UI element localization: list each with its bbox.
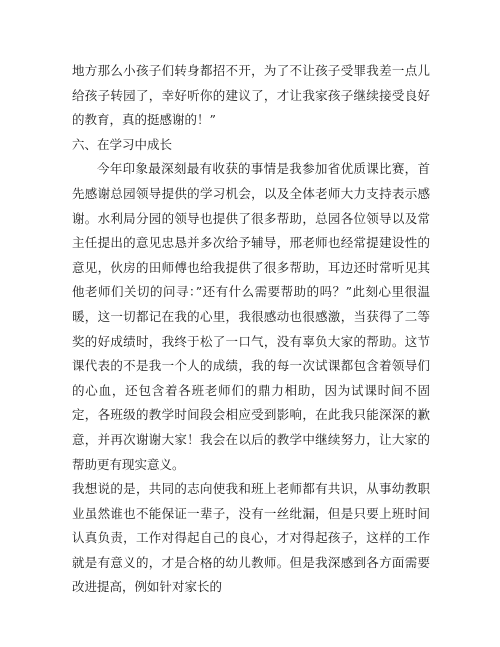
paragraph-competition: 今年印象最深刻最有收获的事情是我参加省优质课比赛，首先感谢总园领导提供的学习机会，以及全体老师大力支持表示感谢。水利局分园的领导也提供了很多帮助，总园各位领导以及常主任提出的意见忠恳并多次给予辅导，邢老师也经常提建设性的意见，伙房的田师傅也给我提供了很多帮助，耳边还时常听见其他老师们关切的问寻：”还有什么需要帮助的吗？”此刻心里很温暖，这一切都记在我的心里，我很感动也很感激，当获得了二等奖的好成绩时，我终于松了一口气，没有辜负大家的帮助。这节课代表的不是我一个人的成绩，我的每一次试课都包含着领导们的心血，还包含着各班老师们的鼎力相助，因为试课时间不固定，各班级的教学时间段会相应受到影响，在此我只能深深的歉意，并再次谢谢大家！我会在以后的教学中继续努力，让大家的帮助更有现实意义。 bbox=[72, 161, 430, 472]
paragraph-continuation: 地方那么小孩子们转身都招不开，为了不让孩子受罪我差一点儿给孩子转园了，幸好听你的建议了，才让我家孩子继续接受良好的教育，真的挺感谢的！” bbox=[72, 63, 430, 128]
paragraph-reflection: 我想说的是，共同的志向使我和班上老师都有共识，从事幼教职业虽然谁也不能保证一辈子，没有一丝纰漏，但是只要上班时间认真负责，工作对得起自己的良心，才对得起孩子，这样的工作就是有意义的，才是合格的幼儿教师。但是我深感到各方面需要改进提高，例如针对家长的 bbox=[72, 481, 430, 595]
section-heading: 六、在学习中成长 bbox=[72, 136, 173, 152]
document-body bbox=[72, 59, 430, 600]
